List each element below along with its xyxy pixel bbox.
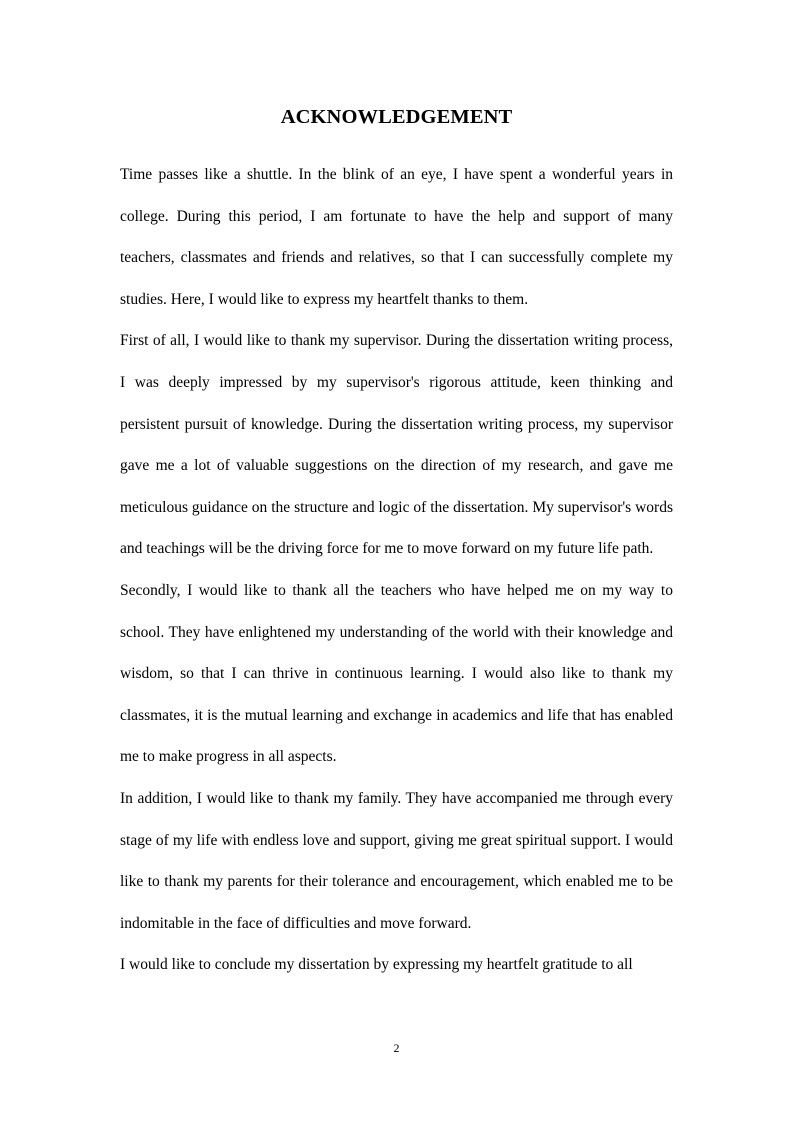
page-title: ACKNOWLEDGEMENT <box>280 106 513 128</box>
paragraph-family: In addition, I would like to thank my family. They have accompanied me through every stage of my life with endless love and support, giving me great spiritual support. I would like to thank my parents for their tolerance and encouragement, which enabled me to be indomitable in the face of difficulties and move forward. <box>120 789 673 932</box>
paragraph-teachers: Secondly, I would like to thank all the teachers who have helped me on my way to school. They have enlightened my understanding of the world with their knowledge and wisdom, so that I can thrive in continuous learning. I would also like to thank my classmates, it is the mutual learning and exchange in academics and life that has enabled me to make progress in all aspects. <box>120 581 673 766</box>
page-number: 2 <box>393 1041 400 1055</box>
paragraph-intro: Time passes like a shuttle. In the blink of an eye, I have spent a wonderful years in college. During this period, I am fortunate to have the help and support of many teachers, classmates and friends and relatives, so that I can successfully complete my studies. Here, I would like to express my heartfelt thanks to them. <box>120 166 673 308</box>
acknowledgement-body <box>120 154 673 986</box>
paragraph-conclusion: I would like to conclude my dissertation by expressing my heartfelt gratitude to all <box>120 956 633 974</box>
paragraph-supervisor: First of all, I would like to thank my supervisor. During the dissertation writing process, I was deeply impressed by my supervisor's rigorous attitude, keen thinking and persistent pursuit of knowledge. During the dissertation writing process, my supervisor gave me a lot of valuable suggestions on the direction of my research, and gave me meticulous guidance on the structure and logic of the dissertation. My supervisor's words and teachings will be the driving force for me to move forward on my future life path. <box>120 332 673 558</box>
